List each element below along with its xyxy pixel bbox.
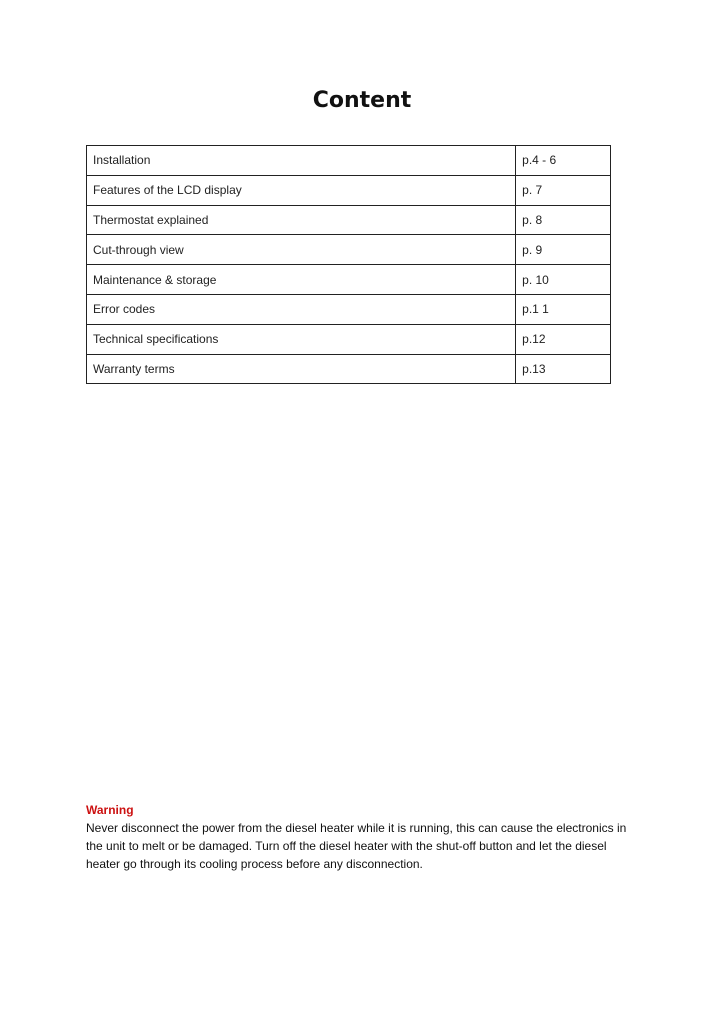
toc-page-number: p. 7 (516, 175, 611, 205)
table-row (87, 205, 611, 235)
table-row (87, 235, 611, 265)
table-row (87, 354, 611, 384)
table-of-contents (86, 145, 611, 384)
toc-page-number: p.4 - 6 (516, 146, 611, 176)
warning-title: Warning (86, 803, 134, 817)
toc-page-number: p.12 (516, 324, 611, 354)
page-title: Content (312, 88, 412, 113)
toc-page-number: p. 8 (516, 205, 611, 235)
toc-section-label: Cut-through view (87, 235, 516, 265)
table-row (87, 294, 611, 324)
warning-notice (86, 801, 634, 873)
table-row (87, 324, 611, 354)
toc-section-label: Warranty terms (87, 354, 516, 384)
toc-section-label: Technical specifications (87, 324, 516, 354)
toc-section-label: Thermostat explained (87, 205, 516, 235)
toc-section-label: Maintenance & storage (87, 265, 516, 295)
toc-section-label: Features of the LCD display (87, 175, 516, 205)
toc-section-label: Error codes (87, 294, 516, 324)
toc-page-number: p. 10 (516, 265, 611, 295)
toc-page-number: p.1 1 (516, 294, 611, 324)
table-row (87, 265, 611, 295)
toc-page-number: p.13 (516, 354, 611, 384)
toc-page-number: p. 9 (516, 235, 611, 265)
toc-section-label: Installation (87, 146, 516, 176)
table-row (87, 146, 611, 176)
table-row (87, 175, 611, 205)
warning-text: Never disconnect the power from the diesel heater while it is running, this can cause the electronics in the unit to melt or be damaged. Turn off the diesel heater with the shut-off button and let the diesel heater go through its cooling process before any disconnection. (86, 821, 627, 871)
